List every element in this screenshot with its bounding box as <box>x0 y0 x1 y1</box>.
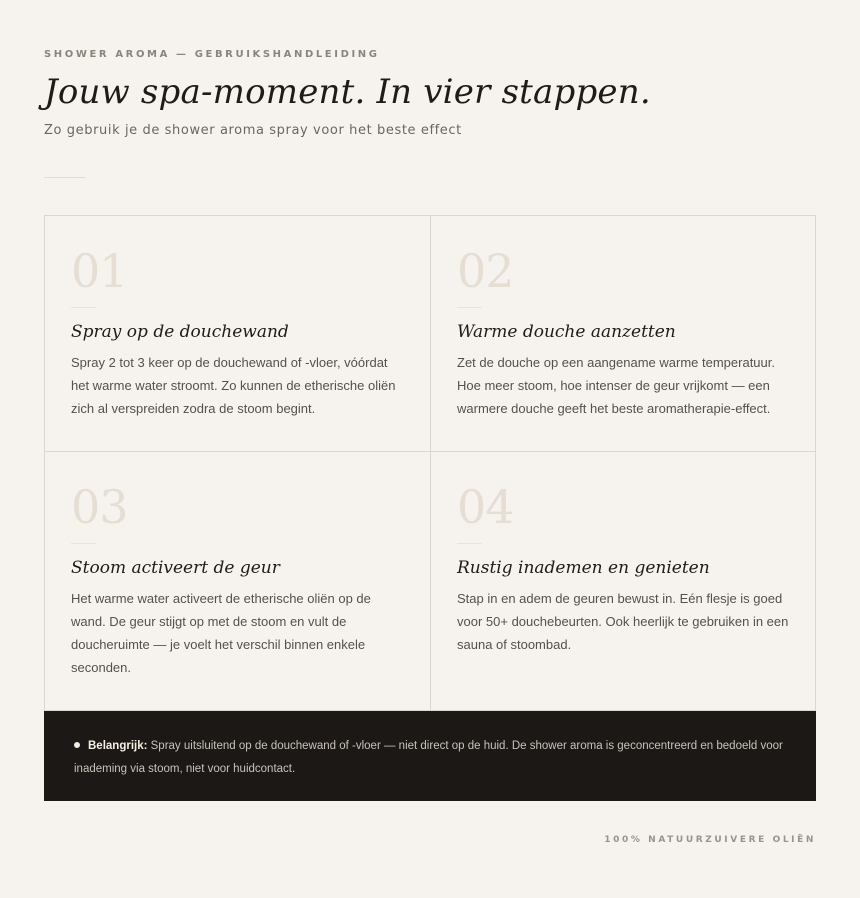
step-divider <box>71 543 96 544</box>
step-divider <box>71 307 96 308</box>
eyebrow-label: SHOWER AROMA — GEBRUIKSHANDLEIDING <box>44 49 380 60</box>
important-notice <box>44 711 816 801</box>
step-title: Stoom activeert de geur <box>71 558 280 578</box>
step-description: Stap in en adem de geuren bewust in. Eén flesje is goed voor 50+ douchebeurten. Ook heerlijk te gebruiken in een sauna of stoombad. <box>457 591 789 652</box>
step-description: Het warme water activeert de etherische oliën op de wand. De geur stijgt op met de stoom en vult de doucheruimte — je voelt het verschil binnen enkele seconden. <box>71 591 371 675</box>
step-title: Warme douche aanzetten <box>457 322 676 342</box>
notice-label: Belangrijk: <box>88 740 148 752</box>
step-description: Zet de douche op een aangename warme temperatuur. Hoe meer stoom, hoe intenser de geur vrijkomt — een warmere douche geeft het beste aromatherapie-effect. <box>457 355 775 416</box>
step-description: Spray 2 tot 3 keer op de douchewand of -vloer, vóórdat het warme water stroomt. Zo kunnen de etherische oliën zich al verspreiden zodra de stoom begint. <box>71 355 396 416</box>
notice-text: Spray uitsluitend op de douchewand of -vloer — niet direct op de huid. De shower aroma is geconcentreerd en bedoeld voor inademing via stoom, niet voor huidcontact. <box>74 740 783 775</box>
steps-grid <box>44 215 816 711</box>
step-number: 01 <box>71 244 128 298</box>
bullet-icon <box>74 742 80 748</box>
step-title: Spray op de douchewand <box>71 322 289 342</box>
step-card <box>45 452 431 710</box>
step-number: 02 <box>457 244 514 298</box>
accent-divider <box>44 177 85 178</box>
footer-tagline: 100% NATUURZUIVERE OLIËN <box>604 835 816 845</box>
step-number: 04 <box>457 480 514 534</box>
step-divider <box>457 307 482 308</box>
step-title: Rustig inademen en genieten <box>457 558 710 578</box>
step-card <box>431 452 816 710</box>
step-card <box>45 216 431 452</box>
step-number: 03 <box>71 480 128 534</box>
step-card <box>431 216 816 452</box>
page-subtitle: Zo gebruik je de shower aroma spray voor het beste effect <box>44 123 462 138</box>
page-title: Jouw spa-moment. In vier stappen. <box>44 72 651 112</box>
step-divider <box>457 543 482 544</box>
